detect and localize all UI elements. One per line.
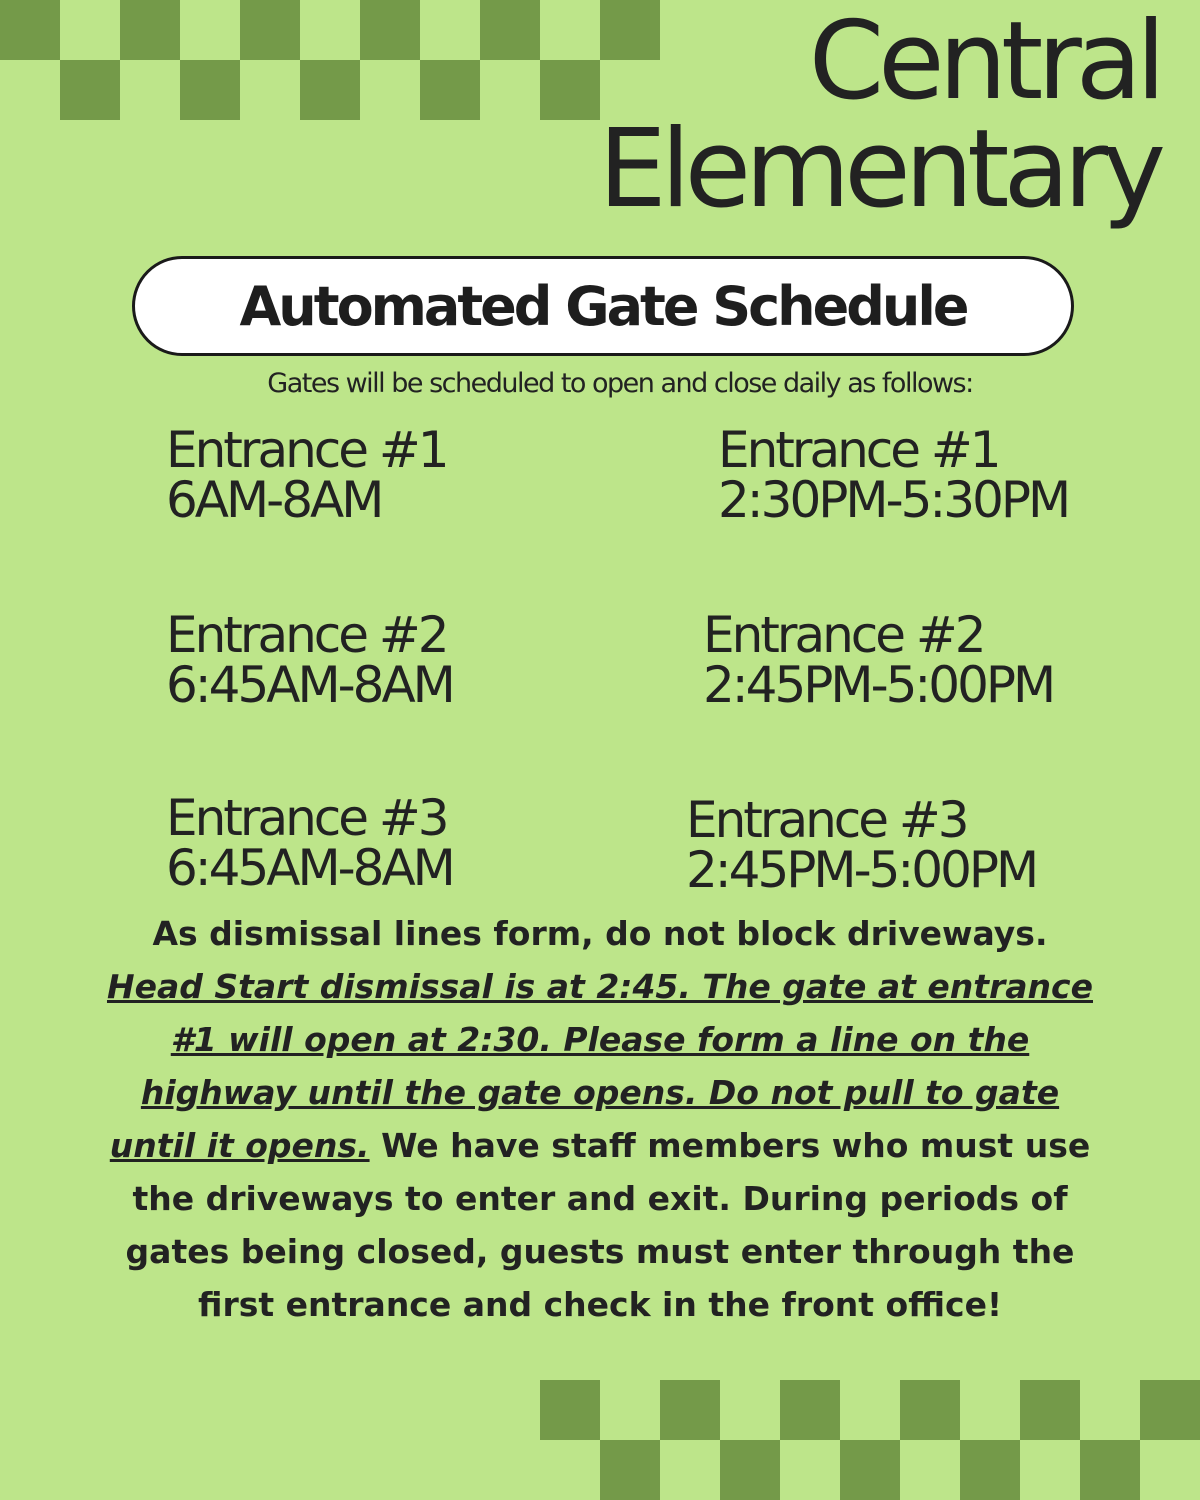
- notice-first-line: As dismissal lines form, do not block driveways.: [152, 914, 1048, 953]
- school-title-line1: Central: [808, 0, 1160, 124]
- entrance-label: Entrance #2: [703, 606, 984, 664]
- checker-square: [540, 1380, 600, 1440]
- checker-square: [540, 60, 600, 120]
- entrance-label: Entrance #3: [166, 789, 447, 847]
- entrance-label: Entrance #1: [718, 421, 999, 479]
- entrance-label: Entrance #2: [166, 606, 447, 664]
- entrance-label: Entrance #3: [686, 791, 967, 849]
- schedule-subtitle: Gates will be scheduled to open and close daily as follows:: [267, 368, 973, 399]
- notice-underlined-text: Head Start dismissal is at 2:45. The gate at entrance #1 will open at 2:30. Please form a line on the highway until the gate opens. Do not pull to gate until it opens.: [106, 967, 1093, 1165]
- checker-square: [840, 1440, 900, 1500]
- checker-square: [600, 1440, 660, 1500]
- checker-square: [1080, 1440, 1140, 1500]
- checker-square: [780, 1380, 840, 1440]
- checker-square: [480, 0, 540, 60]
- checker-square: [240, 0, 300, 60]
- checker-square: [60, 60, 120, 120]
- checker-square: [960, 1440, 1020, 1500]
- checker-square: [1140, 1380, 1200, 1440]
- notice-body: [100, 960, 1100, 1331]
- school-title-line2: Elementary: [598, 107, 1160, 232]
- checker-square: [180, 60, 240, 120]
- checker-square: [660, 1380, 720, 1440]
- entrance-time: 2:30PM-5:30PM: [718, 471, 1069, 529]
- checker-square: [0, 0, 60, 60]
- schedule-banner: [132, 256, 1074, 356]
- checker-square: [300, 60, 360, 120]
- entrance-time: 6:45AM-8AM: [166, 656, 453, 714]
- morning-entry: [166, 421, 447, 529]
- checker-square: [900, 1380, 960, 1440]
- afternoon-entry: [686, 791, 1037, 899]
- entrance-label: Entrance #1: [166, 421, 447, 479]
- schedule-banner-label: Automated Gate Schedule: [239, 274, 967, 338]
- checker-square: [720, 1440, 780, 1500]
- entrance-time: 2:45PM-5:00PM: [686, 841, 1037, 899]
- entrance-time: 2:45PM-5:00PM: [703, 656, 1054, 714]
- checker-square: [120, 0, 180, 60]
- checker-square: [420, 60, 480, 120]
- notice-rest-text: We have staff members who must use the driveways to enter and exit. During periods of gates being closed, guests must enter through the first entrance and check in the front office!: [125, 1126, 1091, 1324]
- checker-square: [1020, 1380, 1080, 1440]
- entrance-time: 6AM-8AM: [166, 471, 382, 529]
- checker-square: [360, 0, 420, 60]
- school-title: [598, 0, 1160, 232]
- dismissal-notice: [100, 907, 1100, 1331]
- morning-entry: [166, 789, 453, 897]
- afternoon-entry: [703, 606, 1054, 714]
- entrance-time: 6:45AM-8AM: [166, 839, 453, 897]
- morning-entry: [166, 606, 453, 714]
- afternoon-entry: [718, 421, 1069, 529]
